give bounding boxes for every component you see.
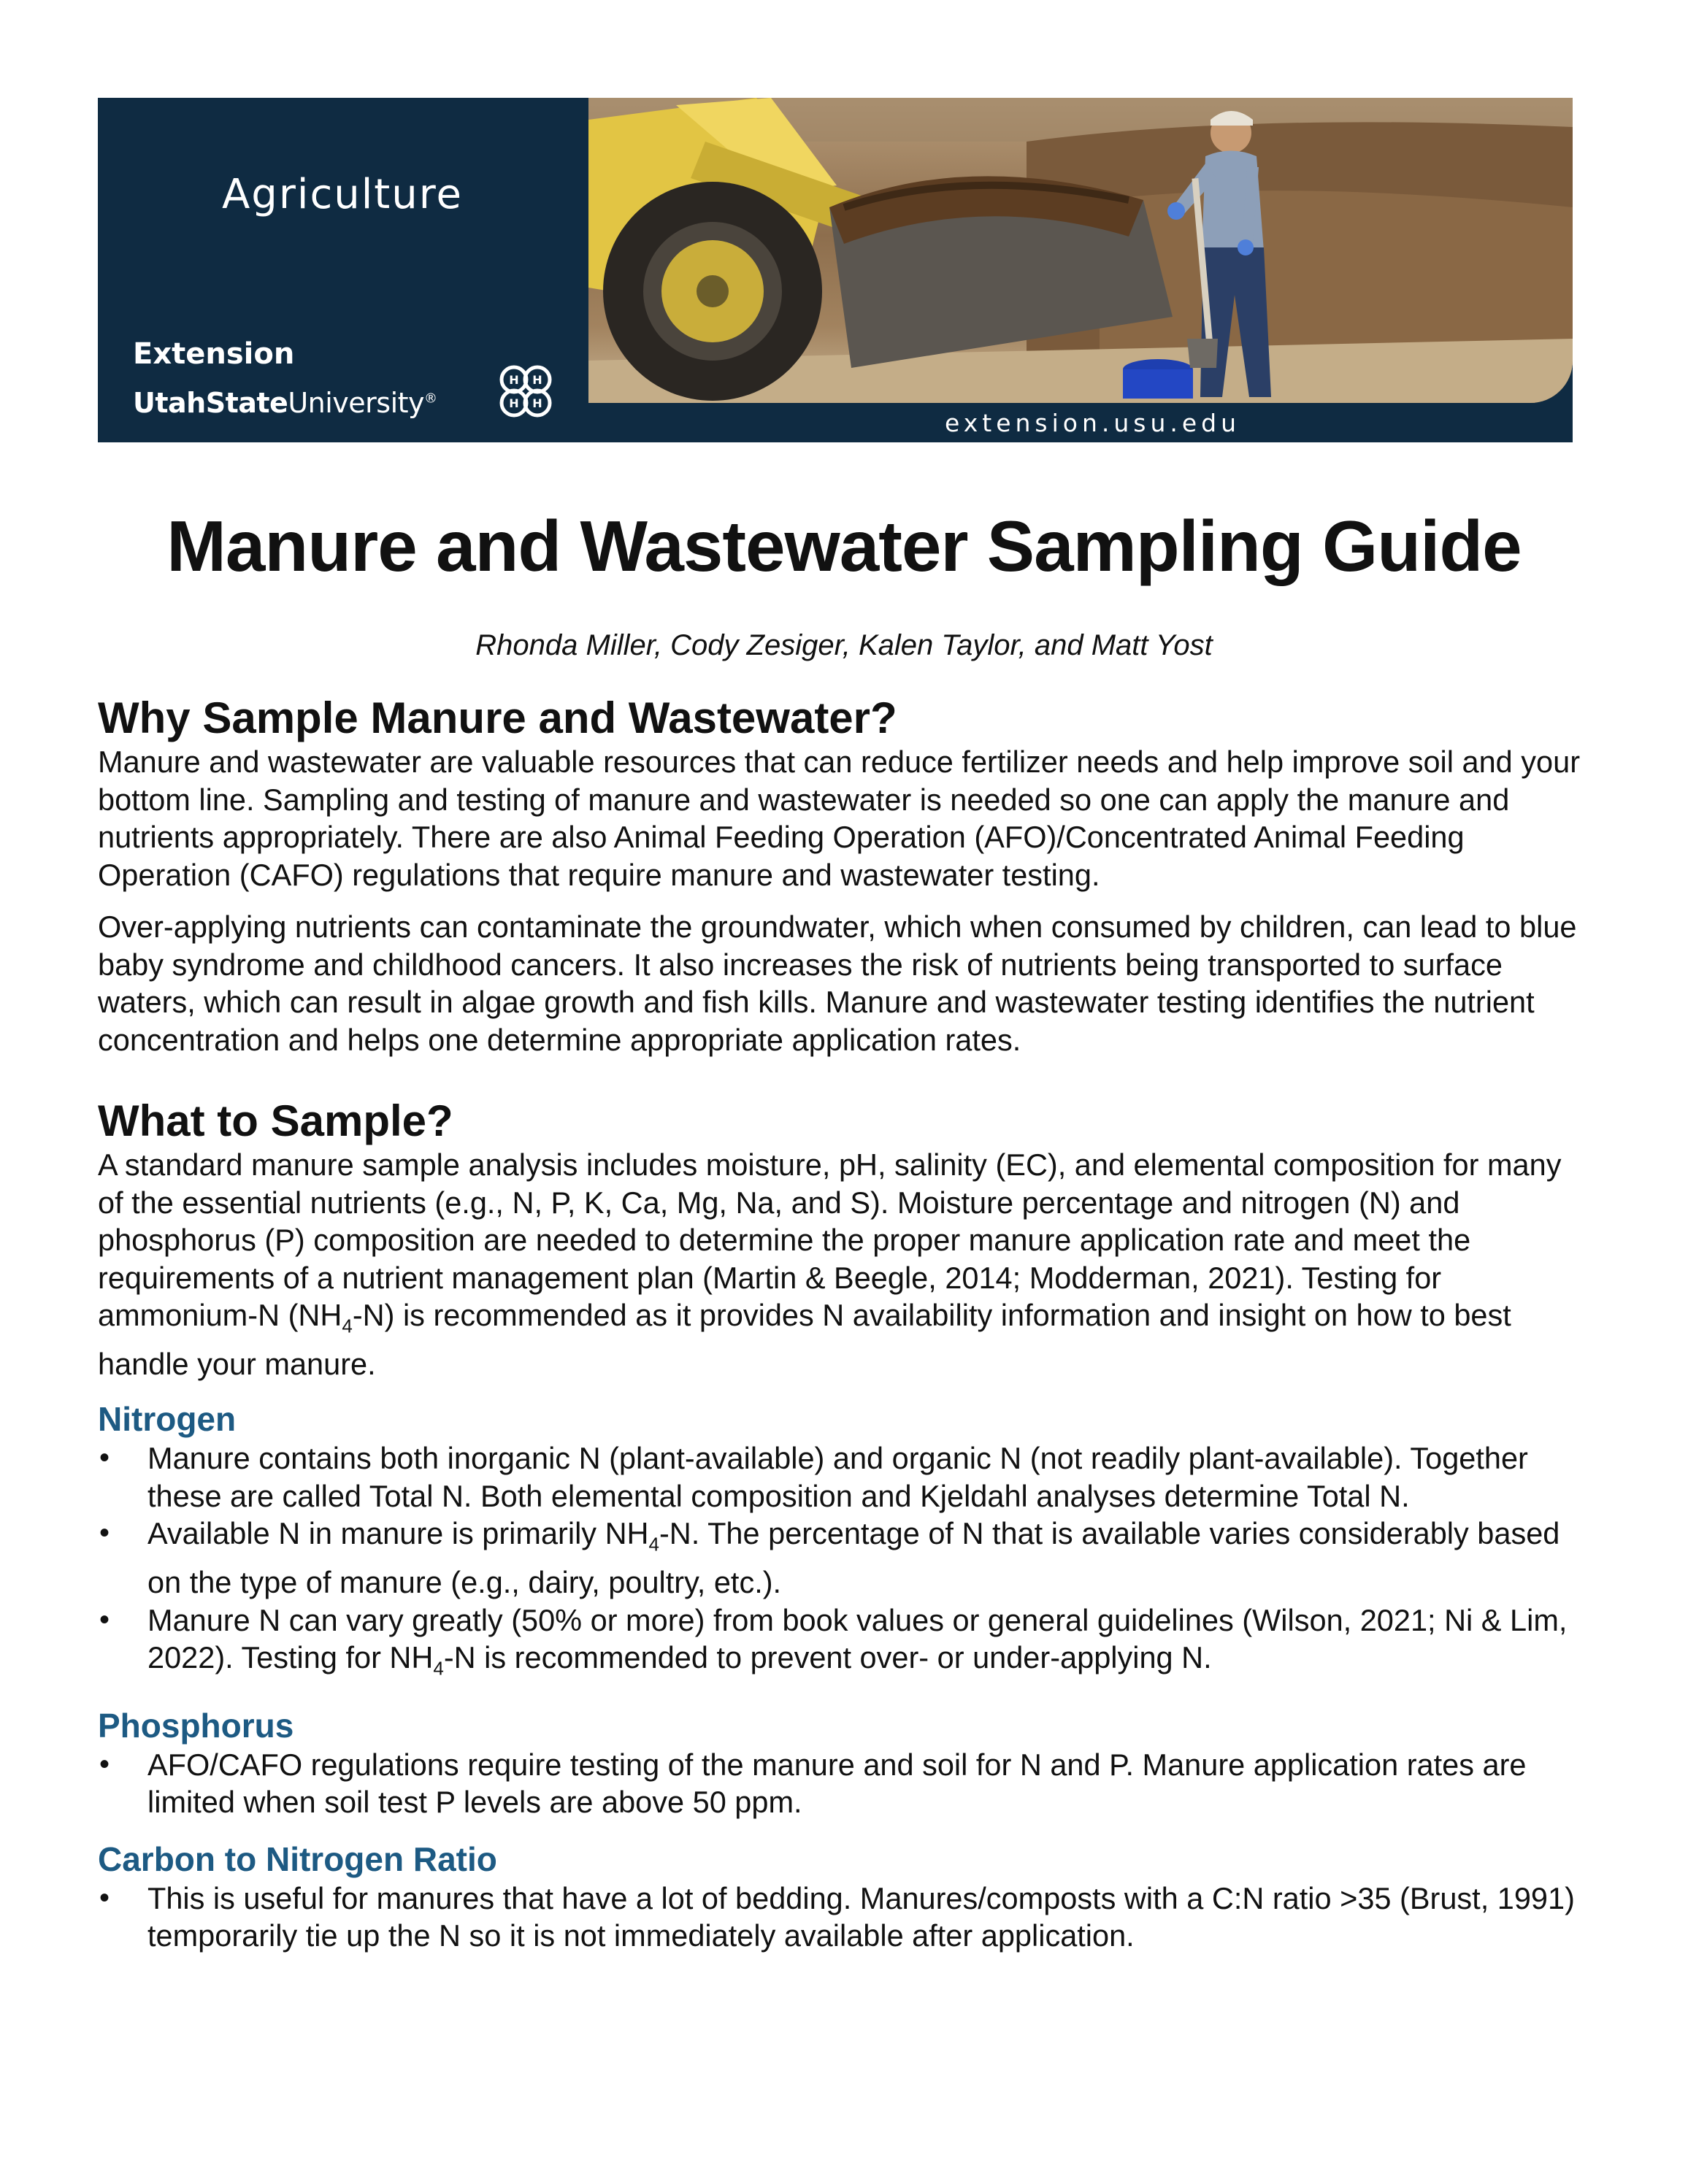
nitrogen-b2-subscript: 4: [648, 1533, 659, 1556]
why-paragraph-2: Over-applying nutrients can contaminate the groundwater, which when consumed by children, can lead to blue baby syndrome and childhood cancers. It also increases the risk of nutrients being transported to surface waters, which can result in algae growth and fish kills. Manure and wastewater testing identifies the nutrient concentration and helps one determine appropriate application rates.: [98, 910, 1577, 1057]
extension-label: Extension: [133, 337, 295, 371]
nitrogen-b3-text-b: -N is recommended to prevent over- or under-applying N.: [443, 1640, 1212, 1675]
nitrogen-b3-text-a: Manure N can vary greatly (50% or more) from book values or general guidelines (Wilson, 2021; Ni & Lim, 2022). Testing for NH: [147, 1602, 1568, 1675]
svg-text:H: H: [532, 396, 542, 410]
svg-text:H: H: [509, 373, 519, 387]
heading-what-to-sample: What to Sample?: [98, 1096, 453, 1145]
phosphorus-bullet-1: • AFO/CAFO regulations require testing of the manure and soil for N and P. Manure application rates are limited when soil test P levels are above 50 ppm.: [98, 1746, 1587, 1821]
carbon-list: [98, 1880, 1587, 1955]
4h-clover-icon: [492, 359, 559, 426]
nitrogen-b2-text-b: -N. The percentage of N that is available varies considerably based on the type of manure (e.g., dairy, poultry, etc.).: [147, 1516, 1560, 1600]
authors-line: Rhonda Miller, Cody Zesiger, Kalen Taylor, and Matt Yost: [475, 629, 1213, 661]
svg-text:H: H: [532, 373, 542, 387]
page-title: Manure and Wastewater Sampling Guide: [166, 506, 1522, 586]
nitrogen-b2-text-a: Available N in manure is primarily NH: [147, 1516, 649, 1551]
heading-why-sample: Why Sample Manure and Wastewater?: [98, 693, 897, 742]
extension-url[interactable]: extension.usu.edu: [945, 409, 1241, 437]
registered-mark: ®: [424, 391, 437, 407]
usu-logo-rest: University: [288, 387, 425, 419]
heading-nitrogen: Nitrogen: [98, 1400, 237, 1439]
article-body: [98, 693, 1587, 1955]
what-p1-subscript: 4: [342, 1315, 353, 1337]
nitrogen-list: [98, 1439, 1587, 1688]
category-label: Agriculture: [222, 171, 463, 218]
nitrogen-bullet-2: [98, 1515, 1587, 1601]
header-photo: [588, 98, 1573, 403]
carbon-bullet-1: • This is useful for manures that have a lot of bedding. Manures/composts with a C:N ratio >35 (Brust, 1991) temporarily tie up the N so it is not immediately available after application.: [98, 1880, 1587, 1955]
usu-logo-text: [133, 387, 437, 419]
heading-phosphorus: Phosphorus: [98, 1706, 294, 1745]
what-paragraph-1: [98, 1146, 1587, 1383]
svg-text:H: H: [509, 396, 519, 410]
heading-carbon-nitrogen: Carbon to Nitrogen Ratio: [98, 1839, 497, 1878]
what-p1-text-b: -N) is recommended as it provides N availability information and insight on how to best handle your manure.: [98, 1298, 1511, 1381]
loader-photo-illustration: [588, 98, 1573, 403]
usu-logo-bold: UtahState: [133, 387, 288, 419]
why-paragraph-1: Manure and wastewater are valuable resources that can reduce fertilizer needs and help improve soil and your bottom line. Sampling and testing of manure and wastewater is needed so one can apply the manure and nutrients appropriately. There are also Animal Feeding Operation (AFO)/Concentrated Animal Feeding Operation (CAFO) regulations that require manure and wastewater testing.: [98, 745, 1581, 892]
nitrogen-bullet-1: • Manure contains both inorganic N (plant-available) and organic N (not readily plant-available). Together these are called Total N. Both elemental composition and Kjeldahl analyses determine Total N.: [98, 1439, 1587, 1515]
phosphorus-list: [98, 1746, 1587, 1821]
nitrogen-b3-subscript: 4: [433, 1657, 444, 1680]
nitrogen-bullet-3: [98, 1602, 1587, 1688]
header-banner: [98, 98, 1573, 442]
what-p1-text-a: A standard manure sample analysis includes moisture, pH, salinity (EC), and elemental composition for many of the essential nutrients (e.g., N, P, K, Ca, Mg, Na, and S). Moisture percentage and nitrogen (N) and phosphorus (P) composition are needed to determine the proper manure application rate and meet the requirements of a nutrient management plan (Martin & Beegle, 2014; Modderman, 2021). Testing for ammonium-N (NH: [98, 1147, 1562, 1332]
